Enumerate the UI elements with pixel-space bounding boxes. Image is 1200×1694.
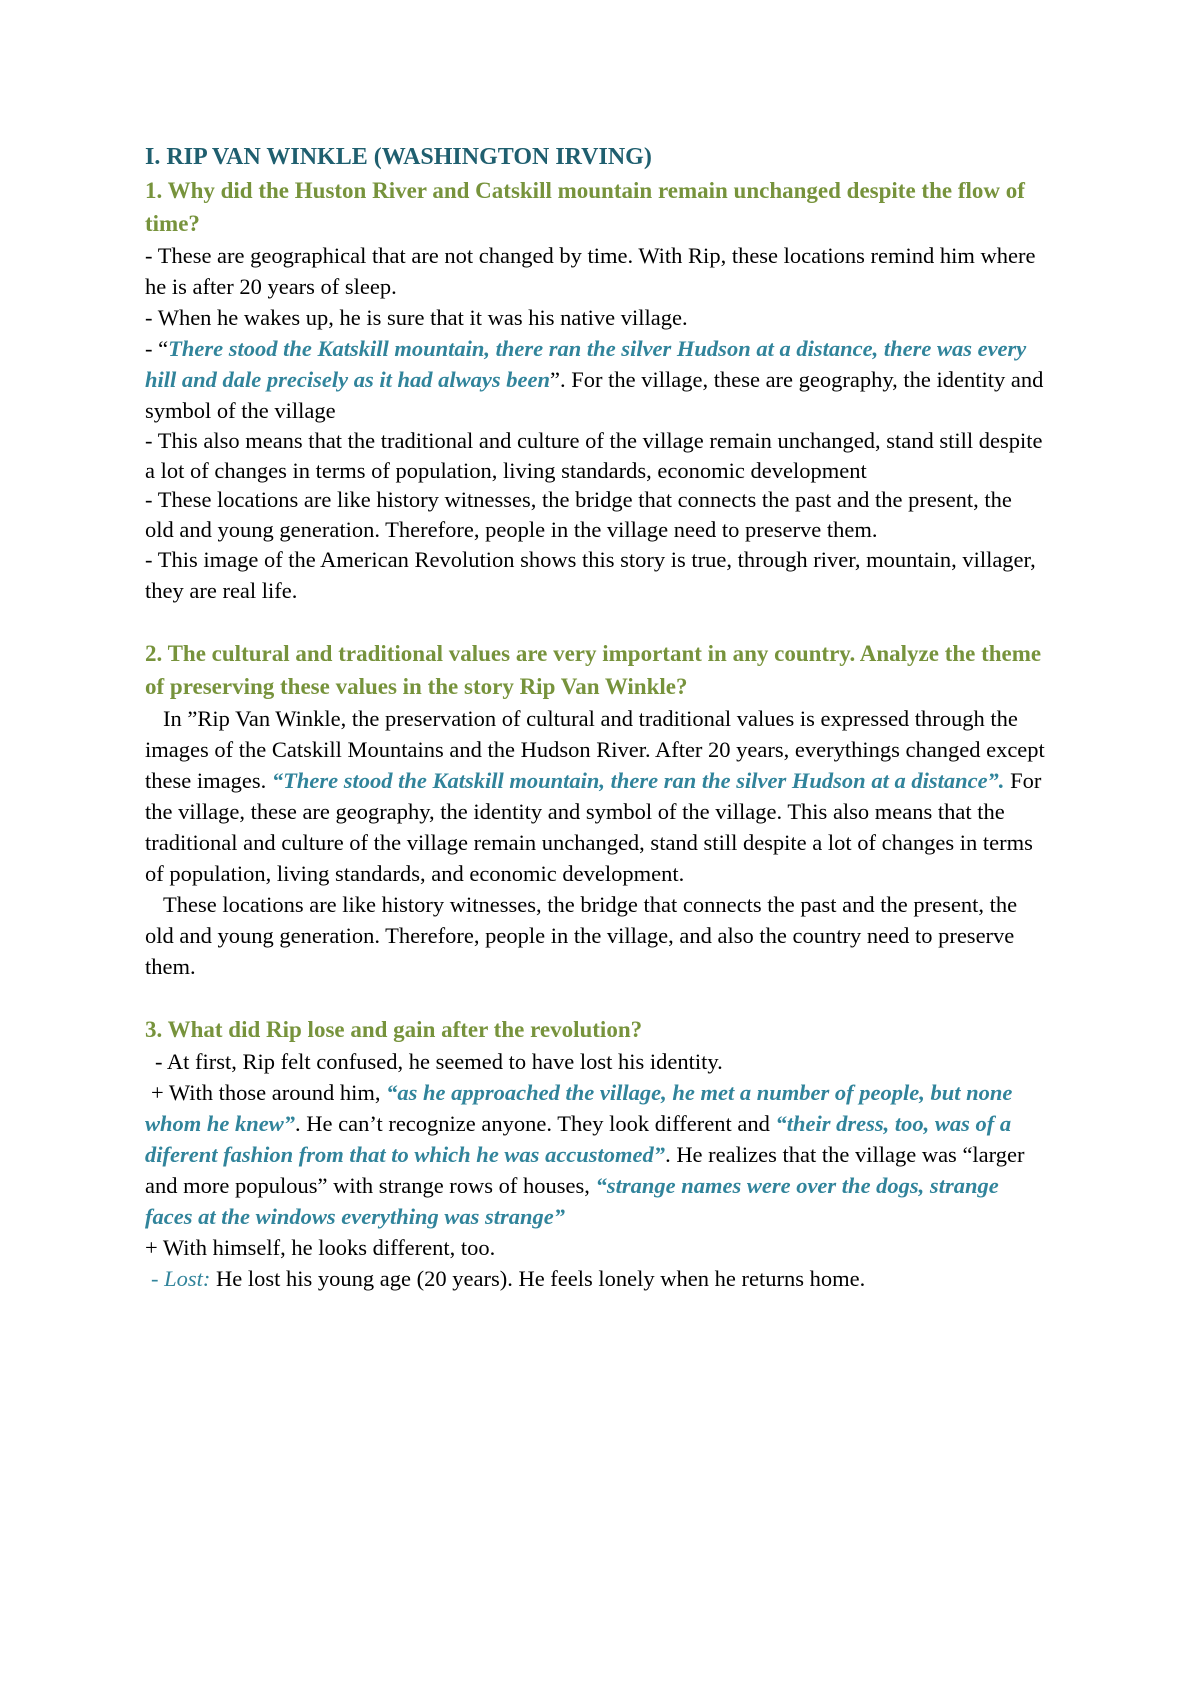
document-page [145, 140, 1045, 1294]
question-1: 1. Why did the Huston River and Catskill mountain remain unchanged despite the flow of time? [145, 178, 1025, 236]
q1-line-3 [145, 333, 1045, 426]
q2-p1-text: In ”Rip Van Winkle, the preservation of cultural and traditional values is expressed through the images of the Catskill Mountains and the Hudson River. After 20 years, everythings changed except these images. [145, 706, 1045, 793]
q2-p1-text-end: For the village, these are geography, the identity and symbol of the village. This also means that the traditional and culture of the village remain unchanged, stand still despite a lot of changes in terms of population, living standards, and economic development. [145, 768, 1042, 886]
q1-line-3-suffix: ”. For the village, these are geography, the identity and symbol of the village [145, 367, 1044, 423]
q3-line-2-mid: . He can’t recognize anyone. They look different and [295, 1111, 776, 1136]
q3-line-2 [145, 1077, 1045, 1232]
question-3: 3. What did Rip lose and gain after the revolution? [145, 1017, 643, 1042]
q1-line-2: - When he wakes up, he is sure that it was his native village. [145, 305, 688, 330]
q3-line-2-mid-2: . He realizes that the village was “larger and more populous” with strange rows of houses, [145, 1142, 1025, 1198]
q1-line-3-prefix: - “ [145, 336, 169, 361]
q3-quote-1: “as he approached the village, he met a number of people, but none whom he knew” [145, 1080, 1013, 1136]
lost-label: - Lost: [151, 1266, 211, 1291]
q1-line-6: - This image of the American Revolution shows this story is true, through river, mountain, villager, they are real life. [145, 547, 1036, 603]
q1-line-4: - This also means that the traditional and culture of the village remain unchanged, stand still despite a lot of changes in terms of population, living standards, economic development [145, 428, 1043, 483]
q3-line-4 [145, 1263, 1045, 1294]
q3-quote-2: “their dress, too, was of a diferent fashion from that to which he was accustomed” [145, 1111, 1012, 1167]
lost-text: He lost his young age (20 years). He feels lonely when he returns home. [210, 1266, 866, 1291]
spacer [145, 606, 1045, 637]
q1-line-1: - These are geographical that are not changed by time. With Rip, these locations remind him where he is after 20 years of sleep. [145, 243, 1036, 299]
q3-line-2-prefix: + With those around him, [151, 1080, 387, 1105]
q1-quote: There stood the Katskill mountain, there ran the silver Hudson at a distance, there was every hill and dale precisely as it had always been [145, 336, 1027, 392]
spacer [145, 982, 1045, 1013]
q2-quote: “There stood the Katskill mountain, there ran the silver Hudson at a distance”. [271, 768, 1005, 793]
q2-paragraph-2: These locations are like history witnesses, the bridge that connects the past and the present, the old and young generation. Therefore, people in the village, and also the country need to preserve them. [145, 892, 1018, 979]
q3-line-1: - At first, Rip felt confused, he seemed to have lost his identity. [155, 1049, 723, 1074]
q2-paragraph-1 [145, 703, 1045, 889]
q3-line-3: + With himself, he looks different, too. [145, 1235, 496, 1260]
q3-quote-3: “strange names were over the dogs, strange faces at the windows everything was strange” [145, 1173, 999, 1229]
question-2: 2. The cultural and traditional values are very important in any country. Analyze the theme of preserving these values in the story Rip Van Winkle? [145, 641, 1042, 699]
q1-line-5: - These locations are like history witnesses, the bridge that connects the past and the present, the old and young generation. Therefore, people in the village need to preserve them. [145, 487, 1012, 542]
document-title: I. RIP VAN WINKLE (WASHINGTON IRVING) [145, 144, 652, 170]
